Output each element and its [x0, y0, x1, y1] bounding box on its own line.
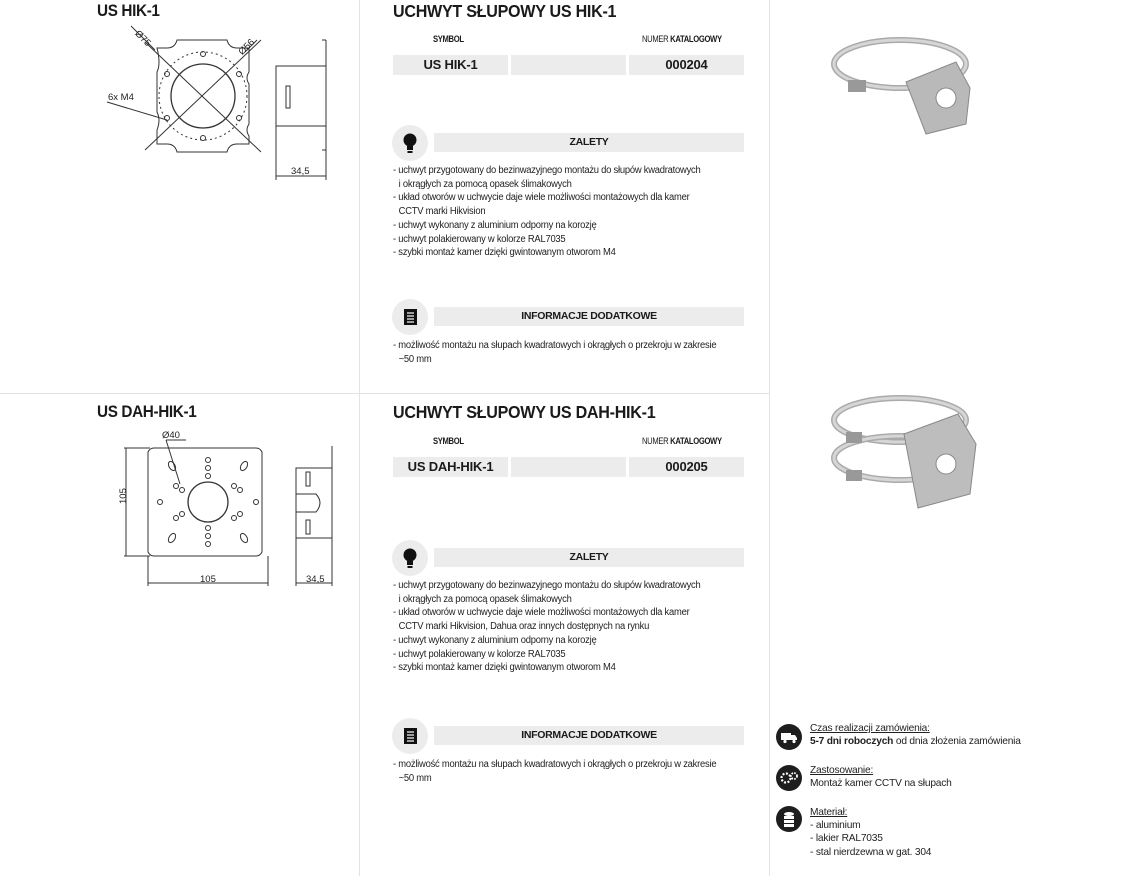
dim-d40: Ø40	[162, 430, 180, 441]
column-divider	[769, 0, 770, 876]
technical-drawing-hik	[95, 20, 340, 180]
product-title: UCHWYT SŁUPOWY US DAH-HIK-1	[393, 402, 656, 422]
usage: Zastosowanie: Montaż kamer CCTV na słupach	[810, 765, 952, 790]
lead-time: Czas realizacji zamówienia: 5-7 dni roboczych od dnia złożenia zamówienia	[810, 723, 1021, 748]
dim-depth: 34,5	[291, 166, 310, 177]
gears-icon	[776, 765, 802, 791]
lightbulb-icon	[392, 125, 428, 161]
info-header: INFORMACJE DODATKOWE	[434, 726, 744, 745]
advantages-list: - uchwyt przygotowany do bezinwazyjnego montażu do słupów kwadratowych i okrągłych za pomocą opasek ślimakowych - układ otworów w uchwycie daje wiele możliwości montażowych dla kamer CCTV marki Hikvision - uchwyt wykonany z aluminium odporny na korozję - uchwyt polakierowany w kolorze RAL7035 - szybki montaż kamer dzięki gwintowanym otworom M4	[393, 165, 701, 259]
dim-holes: 6x M4	[108, 92, 134, 103]
lightbulb-icon	[392, 540, 428, 576]
symbol-cell: US HIK-1	[393, 55, 508, 75]
material: Materiał: - aluminium - lakier RAL7035 - stal nierdzewna w gat. 304	[810, 807, 932, 858]
document-list-icon	[392, 299, 428, 335]
dim-width: 105	[200, 574, 216, 585]
empty-cell	[511, 457, 626, 477]
catalog-header: NUMER KATALOGOWY	[642, 436, 722, 446]
symbol-cell: US DAH-HIK-1	[393, 457, 508, 477]
advantages-list: - uchwyt przygotowany do bezinwazyjnego montażu do słupów kwadratowych i okrągłych za pomocą opasek ślimakowych - układ otworów w uchwycie daje wiele możliwości montażowych dla kamer CCTV marki Hikvision, Dahua oraz innych dostępnych na rynku - uchwyt wykonany z aluminium odporny na korozję - uchwyt polakierowany w kolorze RAL7035 - szybki montaż kamer dzięki gwintowanym otworom M4	[393, 580, 701, 674]
row-divider	[0, 393, 770, 394]
dim-d75: Ø75	[132, 28, 153, 49]
delivery-truck-icon	[776, 724, 802, 750]
product-photo-hik	[828, 22, 983, 142]
symbol-header: SYMBOL	[433, 436, 464, 446]
catalog-number-cell: 000205	[629, 457, 744, 477]
column-divider	[359, 0, 360, 876]
product-model: US HIK-1	[97, 1, 160, 20]
product-photo-dah-hik	[828, 384, 983, 514]
info-header: INFORMACJE DODATKOWE	[434, 307, 744, 326]
advantages-header: ZALETY	[434, 548, 744, 567]
document-list-icon	[392, 718, 428, 754]
dim-depth: 34,5	[306, 574, 325, 585]
product-model: US DAH-HIK-1	[97, 402, 197, 421]
info-list: - możliwość montażu na słupach kwadratowych i okrągłych o przekroju w zakresie ~50 mm	[393, 759, 717, 784]
empty-cell	[511, 55, 626, 75]
info-list: - możliwość montażu na słupach kwadratowych i okrągłych o przekroju w zakresie ~50 mm	[393, 340, 717, 365]
product-title: UCHWYT SŁUPOWY US HIK-1	[393, 1, 617, 21]
symbol-header: SYMBOL	[433, 34, 464, 44]
dim-d56: Ø56	[236, 36, 257, 58]
catalog-header: NUMER KATALOGOWY	[642, 34, 722, 44]
catalog-number-cell: 000204	[629, 55, 744, 75]
material-stack-icon	[776, 806, 802, 832]
technical-drawing-dah-hik	[110, 426, 340, 588]
dim-height: 105	[118, 488, 129, 504]
advantages-header: ZALETY	[434, 133, 744, 152]
